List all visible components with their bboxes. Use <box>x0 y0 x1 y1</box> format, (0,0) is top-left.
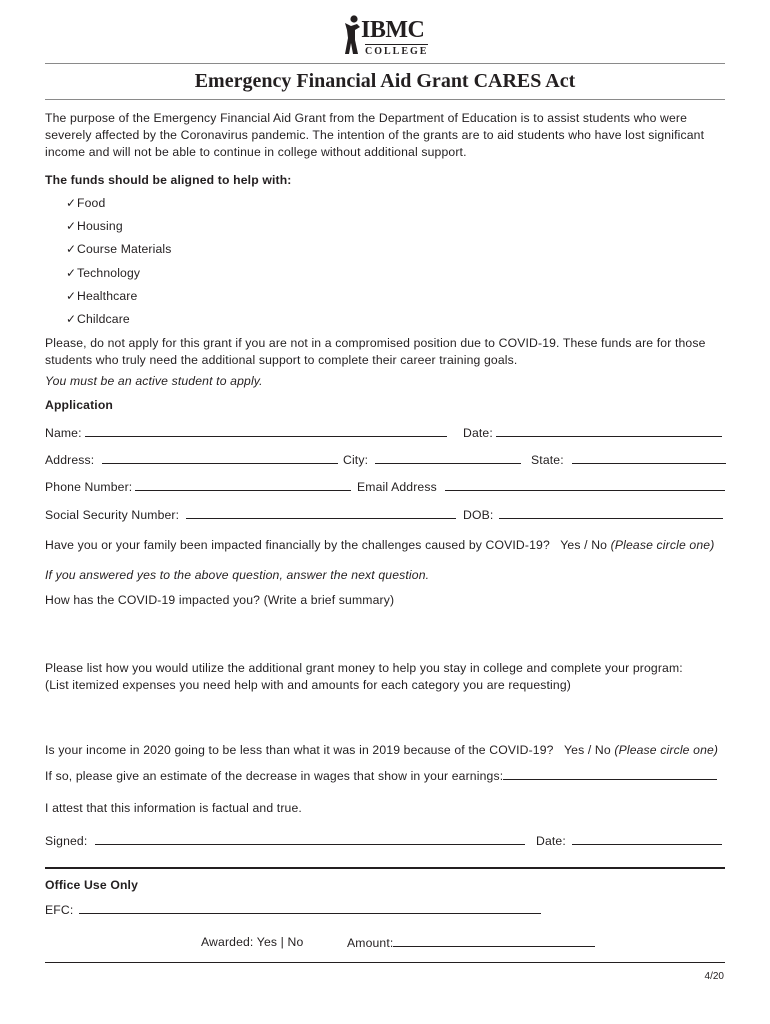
signature-date-field[interactable] <box>536 833 722 848</box>
phone-field[interactable] <box>45 479 351 494</box>
fund-item-course-materials <box>66 242 172 256</box>
ssn-line[interactable] <box>186 507 456 519</box>
active-student-note: You must be an active student to apply. <box>45 374 263 388</box>
name-label: Name: <box>45 426 82 440</box>
name-line[interactable] <box>85 425 447 437</box>
office-use-rule <box>45 867 725 869</box>
date-line[interactable] <box>496 425 722 437</box>
signature-date-line[interactable] <box>572 833 722 845</box>
office-use-heading: Office Use Only <box>45 878 139 892</box>
email-line[interactable] <box>445 479 725 491</box>
form-revision-code: 4/20 <box>704 971 724 982</box>
signature-field[interactable] <box>45 833 525 848</box>
notice-paragraph: Please, do not apply for this grant if you are not in a compromised position due to COVID-19. These funds are for those students who truly need the additional support to complete their career training goals. <box>45 336 706 367</box>
phone-line[interactable] <box>135 479 351 491</box>
top-rule <box>45 63 725 64</box>
signed-label: Signed: <box>45 834 88 848</box>
checkmark-icon: ✓ <box>66 312 77 326</box>
checkmark-icon: ✓ <box>66 196 77 210</box>
city-label: City: <box>343 453 369 467</box>
grant-usage-question: Please list how you would utilize the additional grant money to help you stay in college and complete your program: <box>45 661 683 675</box>
fund-label: Food <box>77 196 106 210</box>
application-heading: Application <box>45 398 114 412</box>
covid-impact-question <box>45 538 714 552</box>
address-label: Address: <box>45 453 95 467</box>
amount-line[interactable] <box>393 935 595 947</box>
fund-item-housing <box>66 219 123 233</box>
circle-hint: (Please circle one) <box>614 743 719 757</box>
funds-heading: The funds should be aligned to help with: <box>45 173 292 187</box>
title-rule <box>45 99 725 100</box>
fund-label: Housing <box>77 219 123 233</box>
checkmark-icon: ✓ <box>66 289 77 303</box>
dob-label: DOB: <box>463 508 494 522</box>
efc-label: EFC: <box>45 903 74 917</box>
signature-date-label: Date: <box>536 834 566 848</box>
yes-no-options[interactable]: Yes / No <box>560 538 608 552</box>
checkmark-icon: ✓ <box>66 242 77 256</box>
name-field[interactable] <box>45 425 447 440</box>
address-line[interactable] <box>102 452 338 464</box>
state-field[interactable] <box>531 452 726 467</box>
yes-no-options[interactable]: Yes / No <box>563 743 611 757</box>
fund-item-childcare <box>66 312 130 326</box>
wage-decrease-label: If so, please give an estimate of the decrease in wages that show in your earnings: <box>45 769 504 783</box>
signature-line[interactable] <box>95 833 525 845</box>
attestation: I attest that this information is factual and true. <box>45 801 302 815</box>
bottom-rule <box>45 962 725 963</box>
amount-label: Amount: <box>347 936 394 950</box>
grant-usage-instructions: (List itemized expenses you need help with and amounts for each category you are requesting) <box>45 678 571 692</box>
city-field[interactable] <box>343 452 521 467</box>
awarded-field[interactable]: Awarded: Yes | No <box>201 935 304 949</box>
date-field[interactable] <box>463 425 722 440</box>
checkmark-icon: ✓ <box>66 219 77 233</box>
question-text: Have you or your family been impacted financially by the challenges caused by COVID-19? <box>45 538 550 552</box>
question-text: Is your income in 2020 going to be less than what it was in 2019 because of the COVID-19? <box>45 743 554 757</box>
phone-label: Phone Number: <box>45 480 133 494</box>
ssn-field[interactable] <box>45 507 456 522</box>
amount-field[interactable] <box>347 935 595 950</box>
income-question <box>45 743 718 757</box>
email-field[interactable] <box>357 479 725 494</box>
figure-logo-icon <box>343 14 361 56</box>
logo-name: IBMC <box>361 17 425 43</box>
state-line[interactable] <box>572 452 726 464</box>
fund-item-healthcare <box>66 289 137 303</box>
fund-item-technology <box>66 266 140 280</box>
college-logo <box>343 14 428 56</box>
wage-decrease-field[interactable] <box>45 768 717 783</box>
fund-label: Childcare <box>77 312 130 326</box>
document-title: Emergency Financial Aid Grant CARES Act <box>194 70 576 92</box>
address-field[interactable] <box>45 452 338 467</box>
state-label: State: <box>531 453 564 467</box>
fund-item-food <box>66 196 105 210</box>
city-line[interactable] <box>375 452 521 464</box>
efc-line[interactable] <box>79 902 541 914</box>
circle-hint: (Please circle one) <box>610 538 715 552</box>
logo-sub: COLLEGE <box>365 46 429 57</box>
wage-decrease-line[interactable] <box>503 768 717 780</box>
dob-field[interactable] <box>463 507 723 522</box>
ssn-label: Social Security Number: <box>45 508 180 522</box>
date-label: Date: <box>463 426 493 440</box>
email-label: Email Address <box>357 480 437 494</box>
fund-label: Technology <box>77 266 141 280</box>
followup-instruction: If you answered yes to the above question, answer the next question. <box>45 568 430 582</box>
fund-label: Course Materials <box>77 242 172 256</box>
fund-label: Healthcare <box>77 289 138 303</box>
intro-paragraph: The purpose of the Emergency Financial Aid Grant from the Department of Education is to assist students who were severely affected by the Coronavirus pandemic. The intention of the grants are to aid students who have lost significant income and will not be able to continue in college without additional support. <box>45 111 705 159</box>
efc-field[interactable] <box>45 902 541 917</box>
checkmark-icon: ✓ <box>66 266 77 280</box>
impact-summary-question: How has the COVID-19 impacted you? (Write a brief summary) <box>45 593 395 607</box>
dob-line[interactable] <box>499 507 723 519</box>
